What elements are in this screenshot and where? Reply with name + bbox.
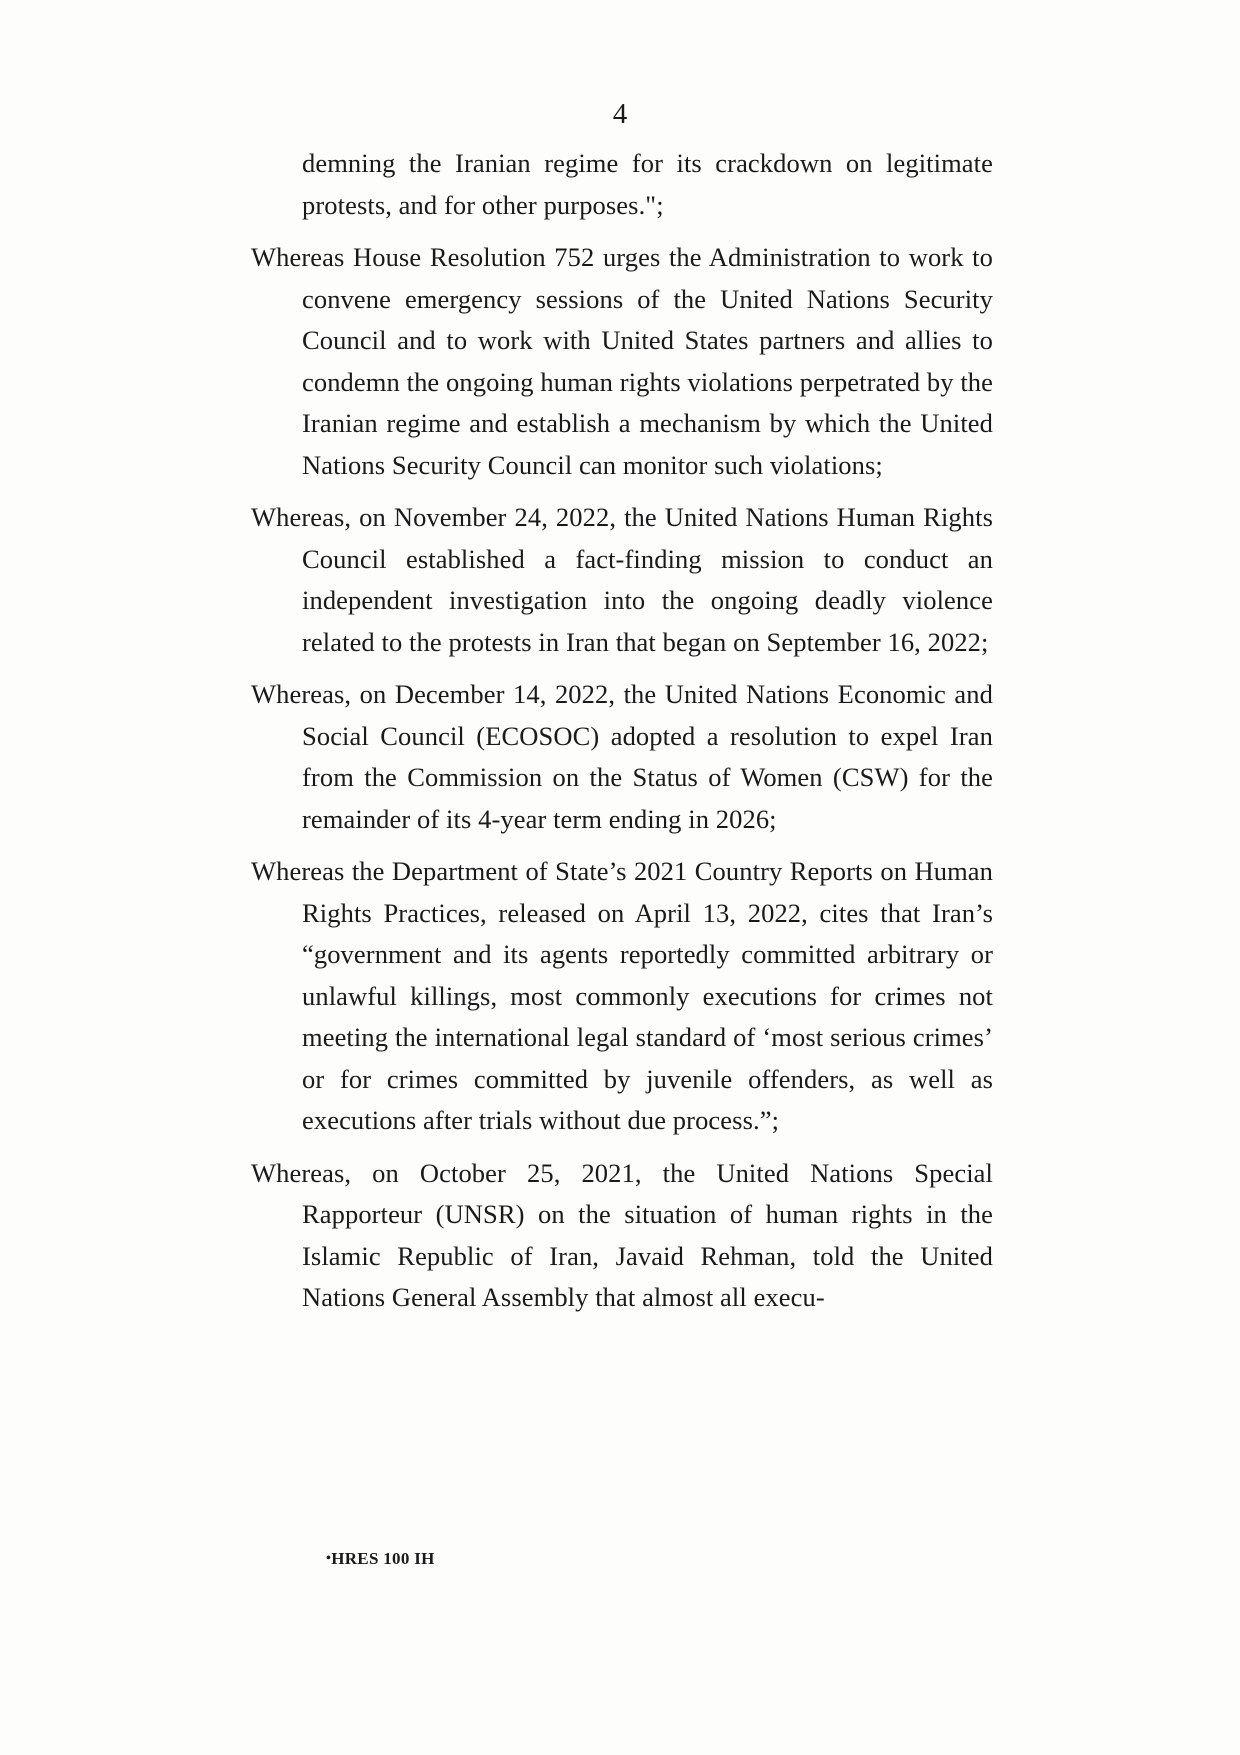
paragraph-continuation: demning the Iranian regime for its crackdown on legitimate protests, and for other purposes."; [302, 148, 993, 220]
whereas-clause-ecosoc: Whereas, on December 14, 2022, the United Nations Economic and Social Council (ECOSOC) adopted a resolution to expel Iran from the Commission on the Status of Women (CSW) for the remainder of its 4-year term ending in 2026; [251, 679, 993, 834]
page-number: 4 [612, 98, 628, 130]
document-footer [326, 1549, 435, 1569]
footer-bullet: • [326, 1551, 332, 1566]
resolution-body [251, 143, 993, 1330]
whereas-clause-unsr: Whereas, on October 25, 2021, the United Nations Special Rapporteur (UNSR) on the situation of human rights in the Islamic Republic of Iran, Javaid Rehman, told the United Nations General Assembly that almost all execu- [251, 1157, 993, 1312]
whereas-clause-unhrc-mission: Whereas, on November 24, 2022, the United Nations Human Rights Council established a fact-finding mission to conduct an independent investigation into the ongoing deadly violence related to the protests in Iran that began on September 16, 2022; [251, 502, 993, 657]
whereas-clause-state-dept-report: Whereas the Department of State’s 2021 Country Reports on Human Rights Practices, released on April 13, 2022, cites that Iran’s “government and its agents reportedly committed arbitrary or unlawful killings, most commonly executions for crimes not meeting the international legal standard of ‘most serious crimes’ or for crimes committed by juvenile offenders, as well as executions after trials without due process.”; [251, 856, 993, 1135]
document-id: HRES 100 IH [331, 1549, 435, 1568]
whereas-clause-hres-752: Whereas House Resolution 752 urges the Administration to work to convene emergency sessions of the United Nations Security Council and to work with United States partners and allies to condemn the ongoing human rights violations perpetrated by the Iranian regime and establish a mechanism by which the United Nations Security Council can monitor such violations; [251, 242, 993, 480]
